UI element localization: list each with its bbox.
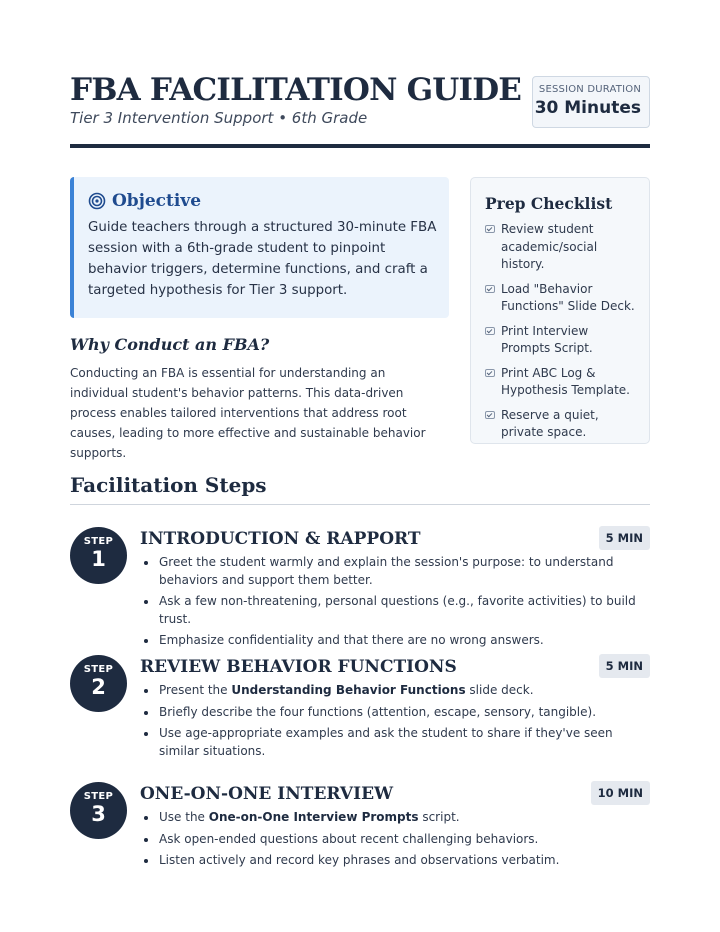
- checklist-item: [485, 365, 639, 400]
- step-duration-badge: 5 MIN: [599, 526, 650, 550]
- step-duration-badge: 10 MIN: [591, 781, 650, 805]
- step-word: STEP: [83, 536, 114, 547]
- checkbox-checked-icon: [485, 369, 495, 377]
- page-subtitle: Tier 3 Intervention Support • 6th Grade: [70, 109, 368, 127]
- session-duration-box: [532, 76, 650, 128]
- checklist-item-text: Print Interview Prompts Script.: [501, 323, 593, 355]
- bold-resource-name: One-on-One Interview Prompts: [208, 810, 419, 824]
- step-duration-badge: 5 MIN: [599, 654, 650, 678]
- checklist-item: [485, 407, 639, 442]
- facilitation-steps-heading: Facilitation Steps: [70, 473, 267, 497]
- step-bullet: Use age-appropriate examples and ask the student to share if they've seen similar situations.: [140, 725, 640, 760]
- step-bullet: Ask a few non-threatening, personal questions (e.g., favorite activities) to build trust.: [140, 593, 640, 628]
- step-bullet: Listen actively and record key phrases and observations verbatim.: [140, 852, 640, 870]
- step-badge: [70, 527, 127, 584]
- checklist-item: [485, 221, 639, 274]
- step-title: ONE-ON-ONE INTERVIEW: [140, 784, 394, 804]
- objective-title: Objective: [112, 191, 202, 211]
- page-title: FBA FACILITATION GUIDE: [70, 72, 522, 108]
- checklist-item-text: Load "Behavior Functions" Slide Deck.: [501, 281, 635, 313]
- step-bullet: Emphasize confidentiality and that there are no wrong answers.: [140, 632, 640, 650]
- checklist-item: [485, 323, 639, 358]
- header-divider: [70, 144, 650, 148]
- step-bullet: Use the One-on-One Interview Prompts script.: [140, 809, 640, 827]
- target-icon: [88, 192, 106, 210]
- why-text: Conducting an FBA is essential for understanding an individual student's behavior patterns. This data-driven process enables tailored interventions that address root causes, leading to more effective and sustainable behavior supports.: [70, 366, 426, 460]
- step-bullets: [140, 809, 640, 874]
- checkbox-checked-icon: [485, 225, 495, 233]
- why-heading: Why Conduct an FBA?: [70, 335, 270, 354]
- step-word: STEP: [83, 791, 114, 802]
- step-bullet: Briefly describe the four functions (attention, escape, sensory, tangible).: [140, 704, 640, 722]
- steps-divider: [70, 504, 650, 505]
- session-duration-label: SESSION DURATION: [538, 84, 641, 95]
- session-duration-value: 30 Minutes: [534, 98, 641, 118]
- step-badge: [70, 655, 127, 712]
- step-bullets: [140, 554, 640, 654]
- step-badge: [70, 782, 127, 839]
- checkbox-checked-icon: [485, 327, 495, 335]
- step-title: REVIEW BEHAVIOR FUNCTIONS: [140, 657, 457, 677]
- objective-box: [70, 177, 449, 318]
- step-bullet: Ask open-ended questions about recent challenging behaviors.: [140, 831, 640, 849]
- step-bullet: Present the Understanding Behavior Functions slide deck.: [140, 682, 640, 700]
- checklist-item-text: Review student academic/social history.: [501, 222, 598, 271]
- step-bullet: Greet the student warmly and explain the session's purpose: to understand behaviors and support them better.: [140, 554, 640, 589]
- step-word: STEP: [83, 664, 114, 675]
- step-number: 1: [91, 547, 106, 571]
- checklist-item-text: Reserve a quiet, private space.: [501, 407, 599, 439]
- bold-resource-name: Understanding Behavior Functions: [231, 683, 466, 697]
- checklist-item: [485, 281, 639, 316]
- step-bullets: [140, 682, 640, 764]
- objective-heading: [88, 191, 437, 211]
- header: [70, 70, 650, 150]
- step-number: 2: [91, 675, 106, 699]
- prep-checklist: [470, 177, 650, 444]
- objective-text: Guide teachers through a structured 30-minute FBA session with a 6th-grade student to pinpoint behavior triggers, determine functions, and craft a targeted hypothesis for Tier 3 support.: [88, 220, 437, 298]
- checklist-title: Prep Checklist: [485, 194, 613, 213]
- step-title: INTRODUCTION & RAPPORT: [140, 529, 421, 549]
- checkbox-checked-icon: [485, 411, 495, 419]
- checklist-item-text: Print ABC Log & Hypothesis Template.: [501, 365, 630, 397]
- checkbox-checked-icon: [485, 285, 495, 293]
- step-number: 3: [91, 802, 106, 826]
